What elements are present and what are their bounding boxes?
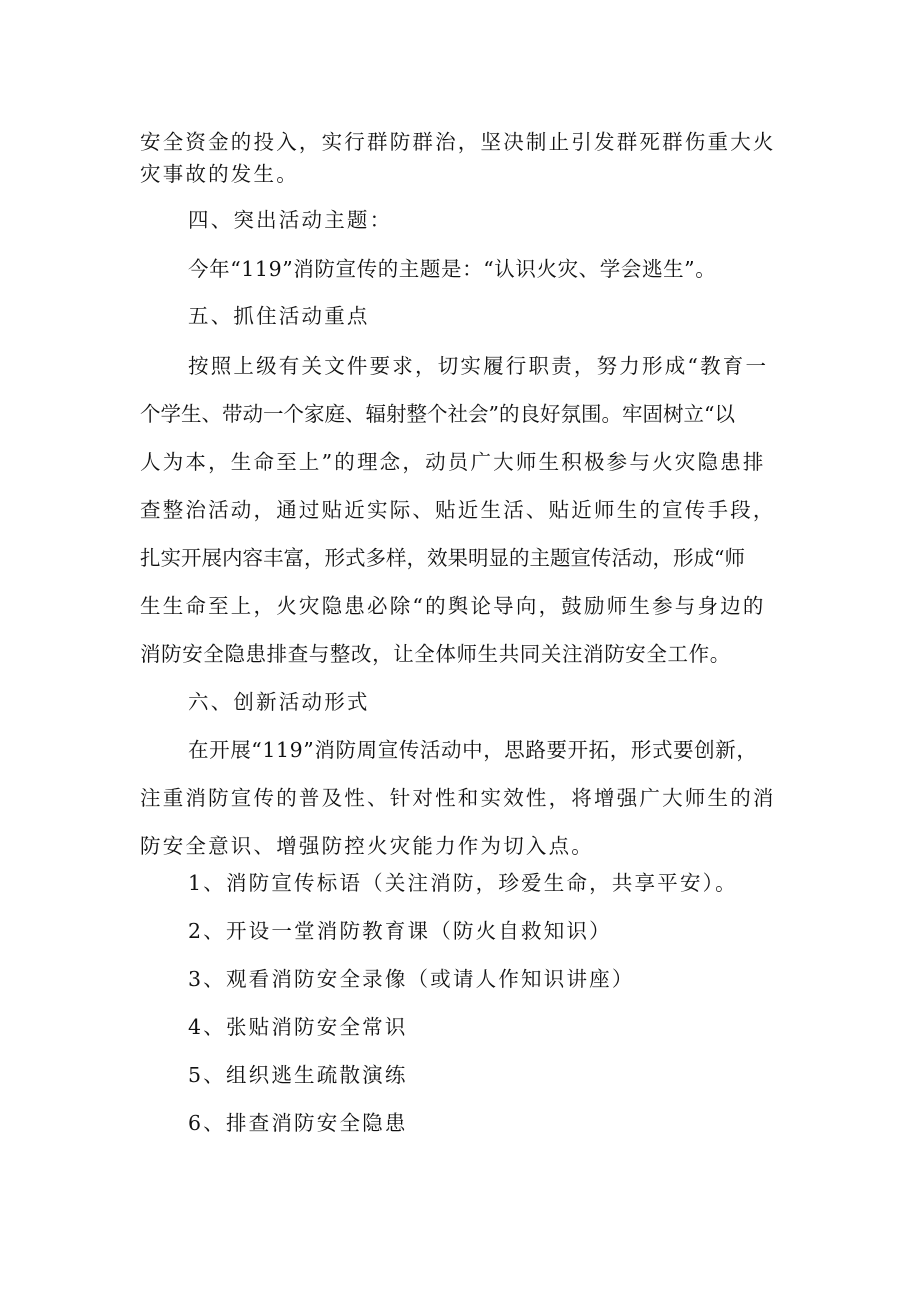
paragraph-line: 注重消防宣传的普及性、针对性和实效性，将增强广大师生的消 — [140, 786, 776, 810]
list-item-2: 2、开设一堂消防教育课（防火自救知识） — [188, 919, 612, 943]
paragraph-line: 个学生、带动一个家庭、辐射整个社会”的良好氛围。牢固树立“以 — [140, 402, 735, 426]
list-item-4: 4、张贴消防安全常识 — [188, 1015, 408, 1039]
paragraph-line: 安全资金的投入，实行群防群治，坚决制止引发群死群伤重大火 — [140, 130, 776, 154]
section-heading-5: 五、抓住活动重点 — [188, 304, 370, 328]
paragraph-line: 人为本，生命至上”的理念，动员广大师生积极参与火灾隐患排 — [140, 450, 766, 474]
paragraph-line: 消防安全隐患排查与整改，让全体师生共同关注消防安全工作。 — [140, 642, 731, 666]
list-item-6: 6、排查消防安全隐患 — [188, 1111, 408, 1135]
list-item-1: 1、消防宣传标语（关注消防，珍爱生命，共享平安）。 — [188, 871, 738, 895]
list-item-5: 5、组织逃生疏散演练 — [188, 1063, 408, 1087]
paragraph-line: 在开展“119”消防周宣传活动中，思路要开拓，形式要创新， — [188, 738, 758, 762]
paragraph-line: 查整治活动，通过贴近实际、贴近生活、贴近师生的宣传手段， — [140, 498, 776, 522]
paragraph-line: 生生命至上，火灾隐患必除“的舆论导向，鼓励师生参与身边的 — [140, 594, 766, 618]
paragraph-line: 灾事故的发生。 — [140, 162, 299, 186]
theme-statement: 今年“119”消防宣传的主题是：“认识火灾、学会逃生”。 — [188, 257, 717, 281]
paragraph-line: 扎实开展内容丰富，形式多样，效果明显的主题宣传活动，形成“师 — [140, 546, 745, 570]
paragraph-line: 防安全意识、增强防控火灾能力作为切入点。 — [140, 834, 594, 858]
paragraph-line: 按照上级有关文件要求，切实履行职责，努力形成“教育一 — [188, 354, 769, 378]
section-heading-6: 六、创新活动形式 — [188, 690, 370, 714]
section-heading-4: 四、突出活动主题： — [188, 208, 393, 232]
list-item-3: 3、观看消防安全录像（或请人作知识讲座） — [188, 967, 635, 991]
